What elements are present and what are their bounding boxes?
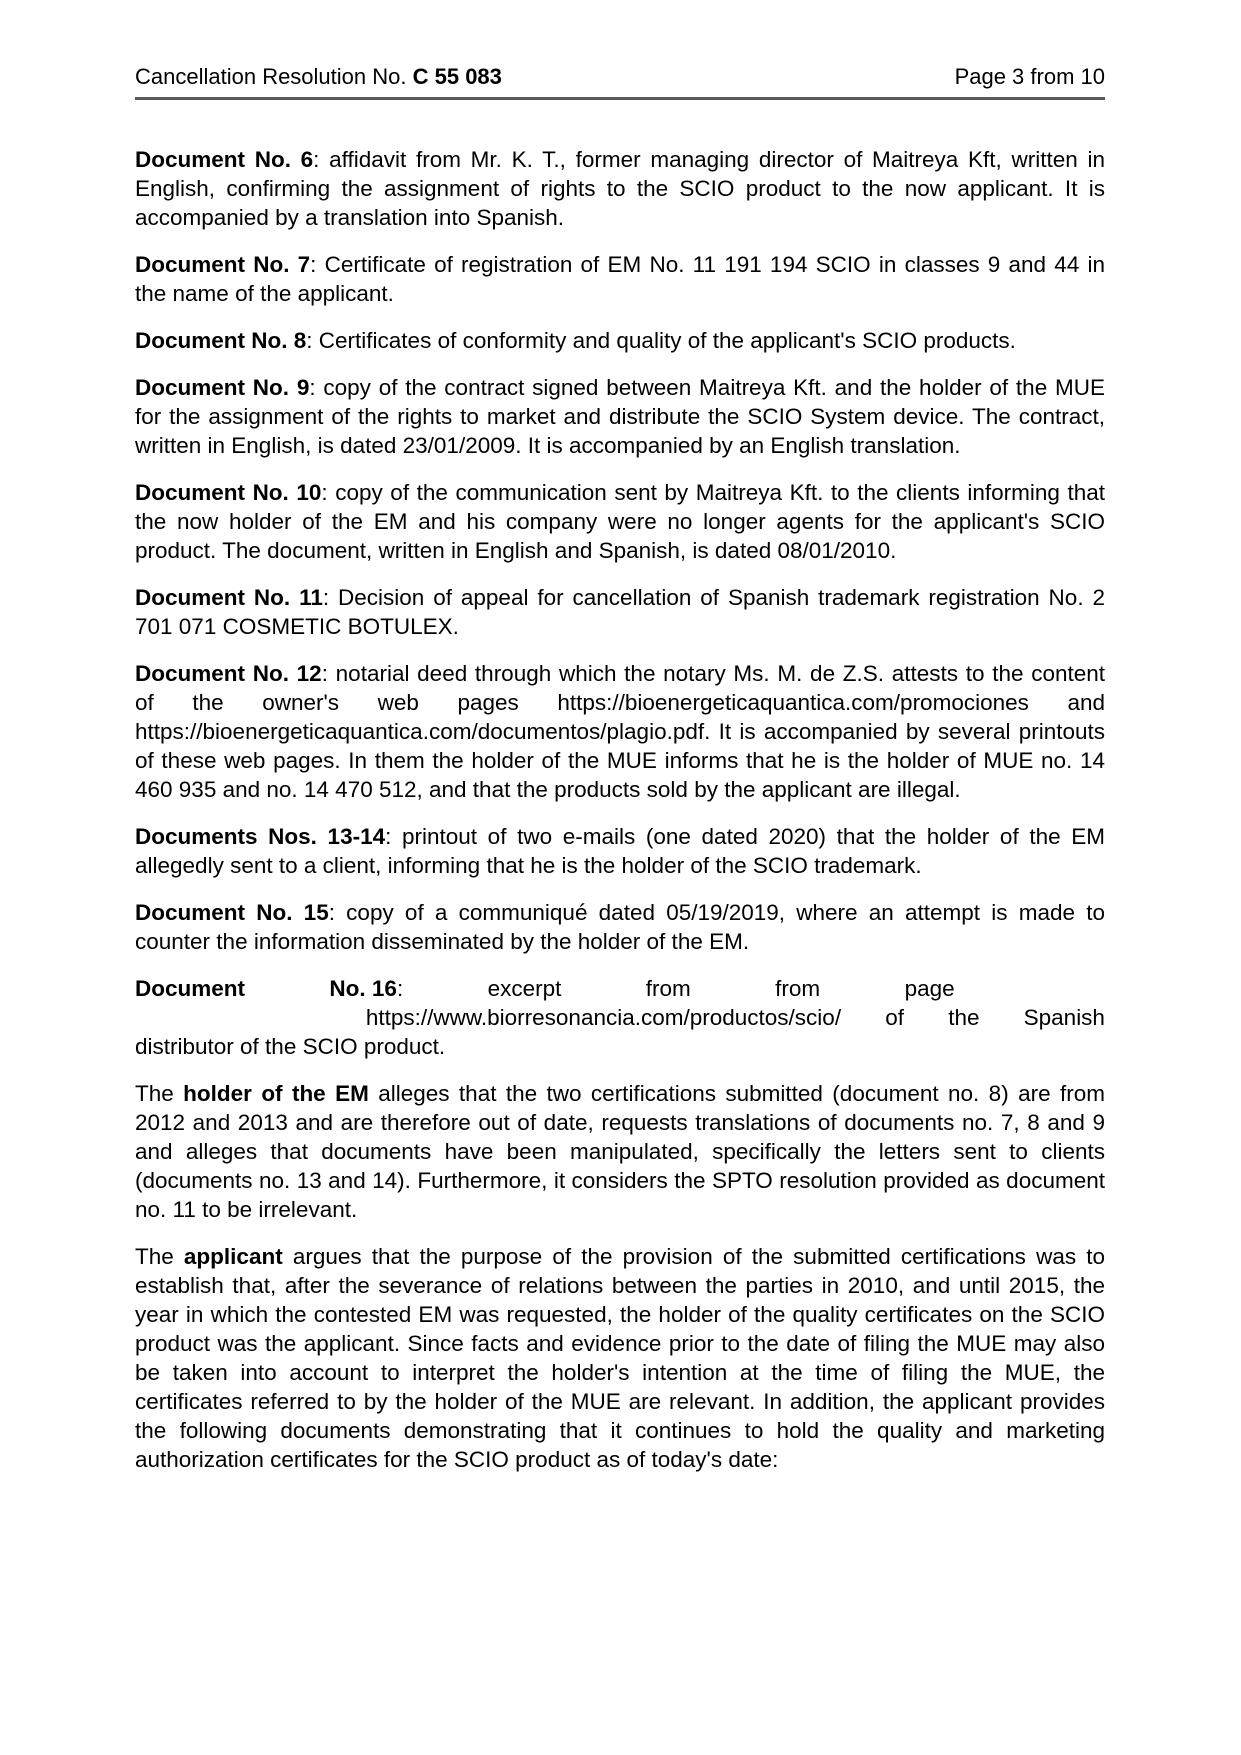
body-text: excerpt: [487, 976, 562, 1001]
bold-text: Document No. 12: [135, 661, 322, 686]
body-text: : Decision of appeal for cancellation of Spanish trademark registration No. 2 701 071 COSMETIC BOTULEX.: [135, 585, 1105, 639]
header-title: [135, 64, 502, 90]
paragraph-documents-13-14: [135, 822, 1105, 880]
body-text: The: [135, 1081, 184, 1106]
body-text: Spanish: [1023, 1005, 1105, 1030]
justified-line: [366, 1003, 1105, 1032]
body-text: : Certificates of conformity and quality of the applicant's SCIO products.: [306, 328, 1016, 353]
bold-text: Document No. 6: [135, 147, 314, 172]
paragraph-document-15: [135, 898, 1105, 956]
bold-text: Document: [135, 976, 246, 1001]
header-page-label: Page 3 from 10: [954, 64, 1105, 89]
paragraph-holder-allegations: [135, 1079, 1105, 1224]
text-line: distributor of the SCIO product.: [135, 1034, 446, 1059]
bold-text: applicant: [183, 1244, 283, 1269]
body-text: of: [885, 1005, 905, 1030]
bold-text: No. 16: [329, 976, 397, 1001]
header-rule: [135, 97, 1105, 100]
body-text: : copy of the communication sent by Maitreya Kft. to the clients informing that the now holder of the EM and his company were no longer agents for the applicant's SCIO product. The document, written in English and Spanish, is dated 08/01/2010.: [135, 480, 1106, 563]
paragraph-document-6: [135, 145, 1105, 232]
header-title-prefix: Cancellation Resolution No.: [135, 64, 413, 89]
body-text: : printout of two e-mails (one dated 2020) that the holder of the EM allegedly sent to a client, informing that he is the holder of the SCIO trademark.: [135, 824, 1106, 878]
body-text: : copy of a communiqué dated 05/19/2019, where an attempt is made to counter the information disseminated by the holder of the EM.: [135, 900, 1105, 954]
body-text: argues that the purpose of the provision of the submitted certifications was to establish that, after the severance of relations between the parties in 2010, and until 2015, the year in which the contested EM was requested, the holder of the quality certificates on the SCIO product was the applicant. Since facts and evidence prior to the date of filing the MUE may also be taken into account to interpret the holder's intention at the time of filing the MUE, the certificates referred to by the holder of the MUE are relevant. In addition, the applicant provides the following documents demonstrating that it continues to hold the quality and marketing authorization certificates for the SCIO product as of today's date:: [135, 1244, 1105, 1472]
body-text: the: [948, 1005, 980, 1030]
body-text: : notarial deed through which the notary Ms. M. de Z.S. attests to the content of the owner's web pages https://bioenergeticaquantica.com/promociones and https://bioenergeticaquantica.com/documentos/plagio.pdf. It is accompanied by several printouts of these web pages. In them the holder of the MUE informs that he is the holder of MUE no. 14 460 935 and no. 14 470 512, and that the products sold by the applicant are illegal.: [135, 661, 1106, 802]
bold-text: Document No. 10: [135, 480, 322, 505]
body-text: https://www.biorresonancia.com/productos/scio/: [365, 1005, 842, 1030]
paragraph-document-7: [135, 250, 1105, 308]
paragraph-document-8: [135, 326, 1105, 355]
document-body: [0, 108, 1241, 1474]
paragraph-document-10: [135, 478, 1105, 565]
bold-text: holder of the EM: [183, 1081, 369, 1106]
page-header: [0, 0, 1241, 100]
body-text: from: [775, 976, 821, 1001]
body-text: from: [645, 976, 691, 1001]
bold-text: Documents Nos. 13-14: [135, 824, 386, 849]
paragraph-document-9: [135, 373, 1105, 460]
body-text: : Certificate of registration of EM No. 11 191 194 SCIO in classes 9 and 44 in the name of the applicant.: [135, 252, 1105, 306]
body-text: The: [135, 1244, 184, 1269]
body-text: page: [904, 976, 955, 1001]
justified-line: [135, 974, 955, 1003]
bold-text: Document No. 11: [135, 585, 323, 610]
body-text: alleges that the two certifications submitted (document no. 8) are from 2012 and 2013 and are therefore out of date, requests translations of documents no. 7, 8 and 9 and alleges that documents have been manipulated, specifically the letters sent to clients (documents no. 13 and 14). Furthermore, it considers the SPTO resolution provided as document no. 11 to be irrelevant.: [135, 1081, 1105, 1222]
body-text: : copy of the contract signed between Maitreya Kft. and the holder of the MUE for the assignment of the rights to market and distribute the SCIO System device. The contract, written in English, is dated 23/01/2009. It is accompanied by an English translation.: [135, 375, 1105, 458]
paragraph-document-11: [135, 583, 1105, 641]
paragraph-applicant-arguments: [135, 1242, 1105, 1474]
header-title-number: C 55 083: [412, 64, 502, 89]
bold-text: Document No. 7: [135, 252, 311, 277]
bold-text: Document No. 15: [135, 900, 329, 925]
text-word: No. 16:: [329, 976, 404, 1001]
bold-text: Document No. 8: [135, 328, 307, 353]
body-text: : affidavit from Mr. K. T., former managing director of Maitreya Kft, written in English, confirming the assignment of rights to the SCIO product to the now applicant. It is accompanied by a translation into Spanish.: [135, 147, 1105, 230]
paragraph-document-12: [135, 659, 1105, 804]
bold-text: Document No. 9: [135, 375, 310, 400]
paragraph-document-16: [135, 974, 1105, 1061]
